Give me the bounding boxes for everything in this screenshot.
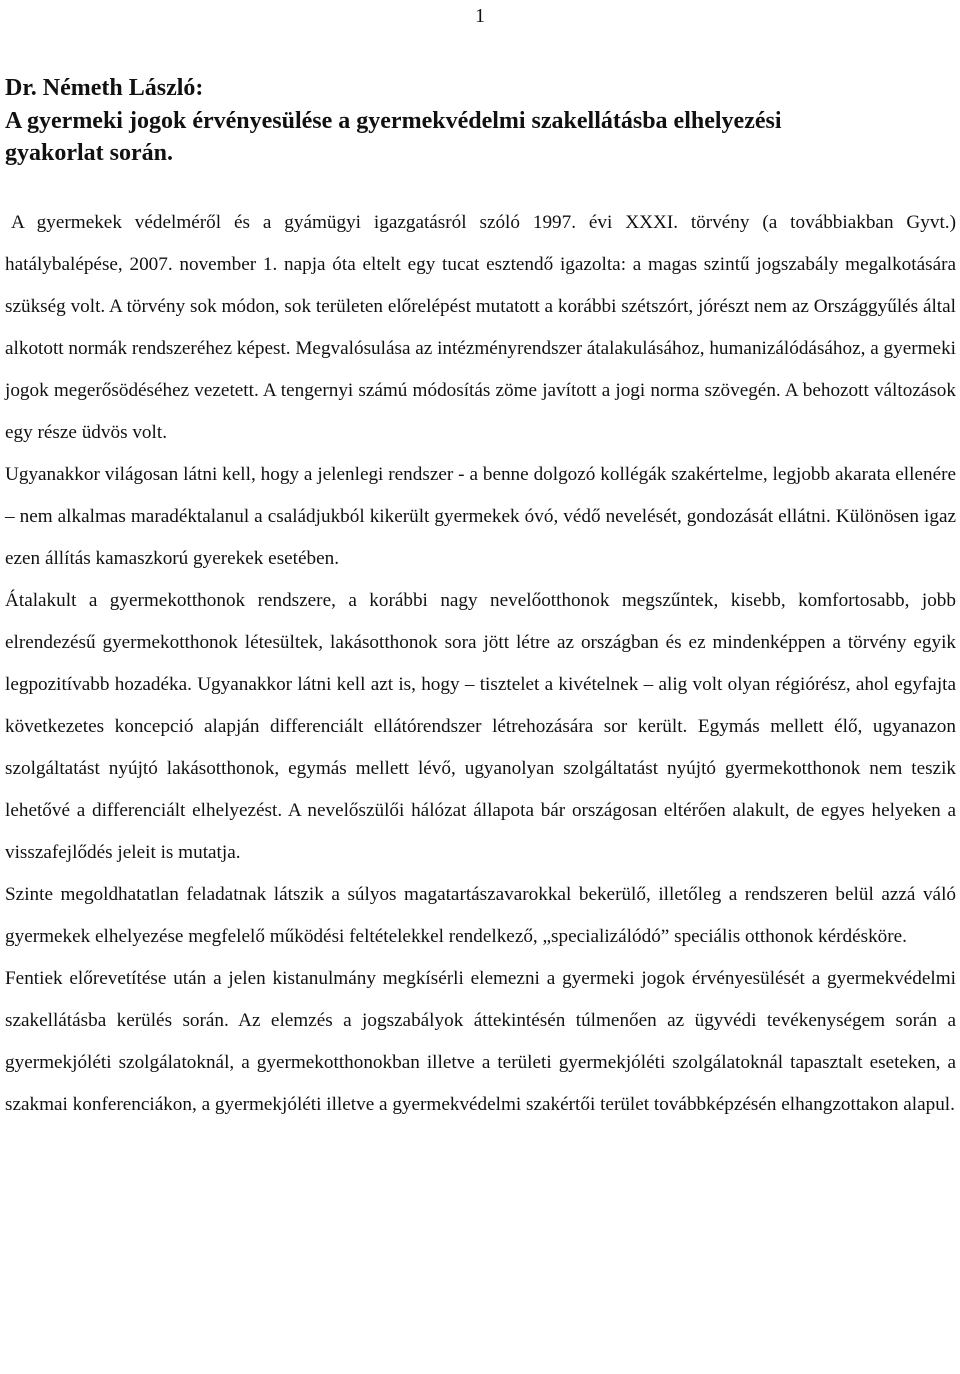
paragraph-3: Átalakult a gyermekotthonok rendszere, a korábbi nagy nevelőotthonok megszűntek, kisebb, komfortosabb, jobb elrendezésű gyermekotthonok létesültek, lakásotthonok sora jött létre az országban és ez mindenképpen a törvény egyik legpozitívabb hozadéka. Ugyanakkor látni kell azt is, hogy – tisztelet a kivételnek – alig volt olyan régiórész, ahol egyfajta következetes koncepció alapján differenciált ellátórendszer létrehozására sor került. Egymás mellett élő, ugyanazon szolgáltatást nyújtó lakásotthonok, egymás mellett lévő, ugyanolyan szolgáltatást nyújtó gyermekotthonok nem teszik lehetővé a differenciált elhelyezést. A nevelőszülői hálózat állapota bár országosan eltérően alakult, de egyes helyeken a visszafejlődés jeleit is mutatja. [5, 590, 956, 863]
title-line-3: gyakorlat során. [5, 140, 173, 166]
document-title [5, 72, 955, 170]
paragraph-4: Szinte megoldhatatlan feladatnak látszik a súlyos magatartászavarokkal bekerülő, illetőleg a rendszeren belül azzá váló gyermekek elhelyezése megfelelő működési feltételekkel rendelkező, „specializálódó” speciális otthonok kérdésköre. [5, 884, 956, 947]
paragraph-2: Ugyanakkor világosan látni kell, hogy a jelenlegi rendszer - a benne dolgozó kollégák szakértelme, legjobb akarata ellenére – nem alkalmas maradéktalanul a családjukból kikerült gyermekek óvó, védő nevelését, gondozását ellátni. Különösen igaz ezen állítás kamaszkorú gyerekek esetében. [5, 464, 956, 569]
title-author: Dr. Németh László: [5, 75, 204, 101]
paragraph-5: Fentiek előrevetítése után a jelen kistanulmány megkísérli elemezni a gyermeki jogok érvényesülését a gyermekvédelmi szakellátásba kerülés során. Az elemzés a jogszabályok áttekintésén túlmenően az ügyvédi tevékenységem során a gyermekjóléti szolgálatoknál, a gyermekotthonokban illetve a területi gyermekjóléti szolgálatoknál tapasztalt eseteken, a szakmai konferenciákon, a gyermekjóléti illetve a gyermekvédelmi szakértői terület továbbképzésén elhangzottakon alapul. [5, 968, 956, 1115]
page-number: 1 [475, 5, 485, 27]
paragraph-1: A gyermekek védelméről és a gyámügyi igazgatásról szóló 1997. évi XXXI. törvény (a továbbiakban Gyvt.) hatálybalépése, 2007. november 1. napja óta eltelt egy tucat esztendő igazolta: a magas szintű jogszabály megalkotására szükség volt. A törvény sok módon, sok területen előrelépést mutatott a korábbi szétszórt, jórészt nem az Országgyűlés által alkotott normák rendszeréhez képest. Megvalósulása az intézményrendszer átalakulásához, humanizálódásához, a gyermeki jogok megerősödéséhez vezetett. A tengernyi számú módosítás zöme javított a jogi norma szövegén. A behozott változások egy része üdvös volt. [5, 212, 956, 443]
body-text [5, 202, 956, 1126]
title-line-2: A gyermeki jogok érvényesülése a gyermekvédelmi szakellátásba elhelyezési [5, 107, 782, 134]
